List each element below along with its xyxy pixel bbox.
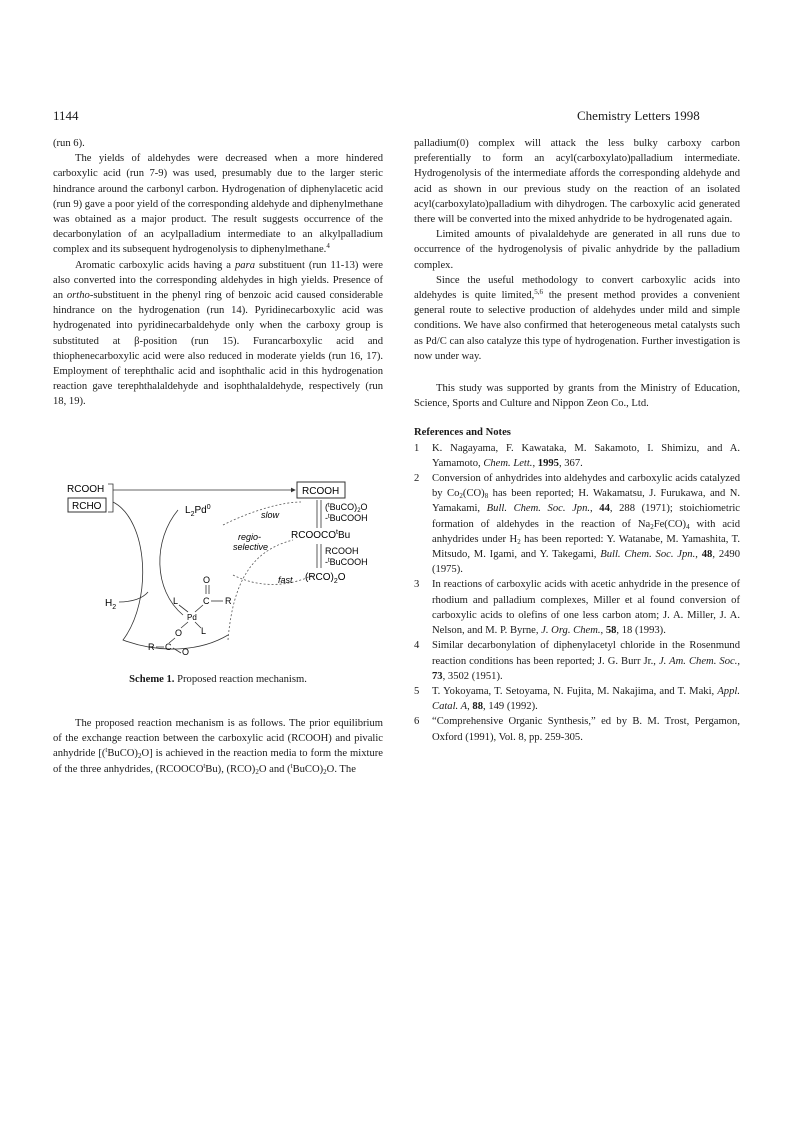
regio-label: regio- [238,532,262,542]
scheme-caption: Scheme 1. Proposed reaction mechanism. [129,674,307,685]
cycle-arc-inner [160,510,183,615]
r-left-label: R [148,642,155,652]
fast-path [233,575,313,584]
paragraph-mechanism: The proposed reaction mechanism is as follows. The prior equilibrium of the exchange reaction between the carboxylic acid (RCOOH) and pivalic anhydride $[(^tBuCO)_2O]$ is achieved in the reaction media to form the mixture of the three anhydrides, (RCOOCO$^t$Bu), $(RCO)_2O$ and $(^tBuCO)_2O$. The [53,718,383,776]
l-top-label: L [173,596,179,606]
regioselective-path [228,540,293,640]
paragraph-conclusion: Since the useful methodology to convert carboxylic acids into aldehydes is quite limited,$^{5,6}$ the present method provides a convenient general route to selective production of aldehydes under mild and simple conditions. We have also confirmed that heterogeneous metal catalysts such as Pd/C can also catalyze this type of hydrogenation. Further investigation is now under way. [414,274,740,362]
ref-superscript: 4 [326,242,330,251]
reaction-scheme [53,480,383,655]
paragraph-hindered-acids: The yields of aldehydes were decreased when a more hindered carboxylic acid (run 7-9) was used, presumably due to the larger steric hindrance around the carbonyl carbon. Hydrogenation of diphenylacetic acid (run 9) gave a poor yield of the corresponding aldehyde and diphenylmethane was obtained as a major product. The result suggests occurrence of the decarbonylation of an acylpalladium intermediate to an alkylpalladium complex and its subsequent hydrogenolysis to diphenylmethane.$^4$ [53,153,383,256]
minus-tbucooh-2: -$^t$BuCOOH [325,557,368,567]
minus-tbucooh-1: -$^t$BuCOOH [325,513,368,523]
paragraph-run6: (run 6). [53,138,85,149]
o-left-label: O [175,628,183,638]
reference-item: 5 T. Yokoyama, T. Setoyama, N. Fujita, M. Nakajima, and T. Maki, Appl. Catal. A, 88, 149 (1992). [414,685,740,713]
reference-item: 6 “Comprehensive Organic Synthesis,” ed by B. M. Trost, Pergamon, Oxford (1991), Vol. 8, pp. 259-305. [414,716,740,743]
ref-superscript: 5,6 [534,288,544,297]
reference-item: 4 Similar decarbonylation of diphenylacetyl chloride in the Rosenmund reaction conditions has been reported; J. G. Burr Jr., J. Am. Chem. Soc., 73, 3502 (1951). [414,640,741,682]
right-column [414,136,740,745]
page-number: 1144 [53,108,79,123]
left-column [53,136,383,410]
h2-label: $H_2$ [105,598,117,611]
fast-label: fast [278,575,293,585]
rcooh-left-label: RCOOH [67,484,105,495]
c-atom-label: C [203,596,210,606]
pd-o-bond [181,622,188,628]
o-top-label: O [203,575,211,585]
acknowledgement: This study was supported by grants from the Ministry of Education, Science, Sports and Culture and Nippon Zeon Co., Ltd. [414,383,740,410]
c-left-label: C [165,642,172,652]
rcho-label: RCHO [72,501,102,512]
references-list [414,441,740,745]
l2pd0-label: $L_2Pd^0$ [185,504,211,518]
l-pd-bond [179,605,188,612]
l-bottom-label: L [201,626,207,636]
cycle-arc-left [113,502,228,649]
slow-label: slow [261,510,280,520]
journal-header: Chemistry Letters 1998 [577,108,700,123]
reference-item: 1 K. Nagayama, F. Kawataka, M. Sakamoto, I. Shimizu, and A. Yamamoto, Chem. Lett., 1995, 367. [414,442,740,469]
references-heading: References and Notes [414,427,511,439]
selective-label: selective [233,542,269,552]
scheme-diagram [53,480,383,655]
h2-arrow [119,592,148,602]
rcooh-box-label: RCOOH [302,486,340,497]
reference-item: 3 In reactions of carboxylic acids with acetic anhydride in the presence of rhodium and palladium complexes, Miller et al found conversion of carboxylic acids to olefins of one less carbon atom; J. A. Miller, J. A. Nelson, and M. P. Byrne, J. Org. Chem., 58, 18 (1993). [414,579,740,637]
rco2o-label: $(RCO)_2O$ [305,572,346,585]
r-right-label: R [225,596,232,606]
o-bottom-label: O [182,647,190,655]
rcooh-right-label: RCOOH [325,546,359,556]
rcoocotbu-label: RCOOCO$^t$Bu [291,529,351,541]
paragraph-aromatic-acids: Aromatic carboxylic acids having a para substituent (run 11-13) were also converted into the corresponding aldehydes in high yields. Presence of an ortho-substituent in the phenyl ring of benzoic acid caused considerable hindrance on the hydrogenation (run 14). Pyridinecarboxylic acid was hydrogenated into pyridinecarbaldehyde only when the carboxy group is substituted at β-position (run 15). Furancarboxylic acid and thiophenecarboxylic acid were also reduced in moderate yields (run 16, 17). Employment of terephthalic acid and isophthalic acid in this hydrogenation reaction gave terephthalaldehyde and isophthalaldehyde, respectively (run 18, 19). [53,259,383,408]
reference-item: 2 Conversion of anhydrides into aldehydes and carboxylic acids catalyzed by $Co_2(CO)_8$ has been reported; H. Wakamatsu, J. Furukawa, and N. Yamakami, Bull. Chem. Soc. Jpn., 44, 288 (1971); stoichiometric formation of aldehydes in the reaction of $Na_2Fe(CO)_4$ with acid anhydrides under $H_2$ has been reported: Y. Watanabe, M. Yamashita, T. Mitsudo, M. Igami, and Y. Takegami, Bull. Chem. Soc. Jpn., 48, 2490 (1975). [414,473,741,576]
paragraph-pivalaldehyde: Limited amounts of pivalaldehyde are generated in all runs due to occurrence of the hydrogenolysis of pivalic anhydride by the palladium complex. [414,229,740,271]
left-column-bottom [53,716,383,777]
tbuco2o-label: $(^tBuCO)_2O$ [325,502,368,514]
c-pd-bond [195,605,203,612]
left-bracket [108,484,113,512]
paragraph-palladium-attack: palladium(0) complex will attack the less bulky carboxy carbon preferentially to form an acyl(carboxylato)palladium intermediate. Hydrogenolysis of the intermediate affords the corresponding aldehyde and acid as shown in our previous study on the reaction of an isolated acyl(carboxylato)palladium with dihydrogen. The carboxylic acid generated there will be converted into the mixed anhydride to be hydrogenated again. [414,138,740,226]
pd-label: Pd [187,613,197,622]
